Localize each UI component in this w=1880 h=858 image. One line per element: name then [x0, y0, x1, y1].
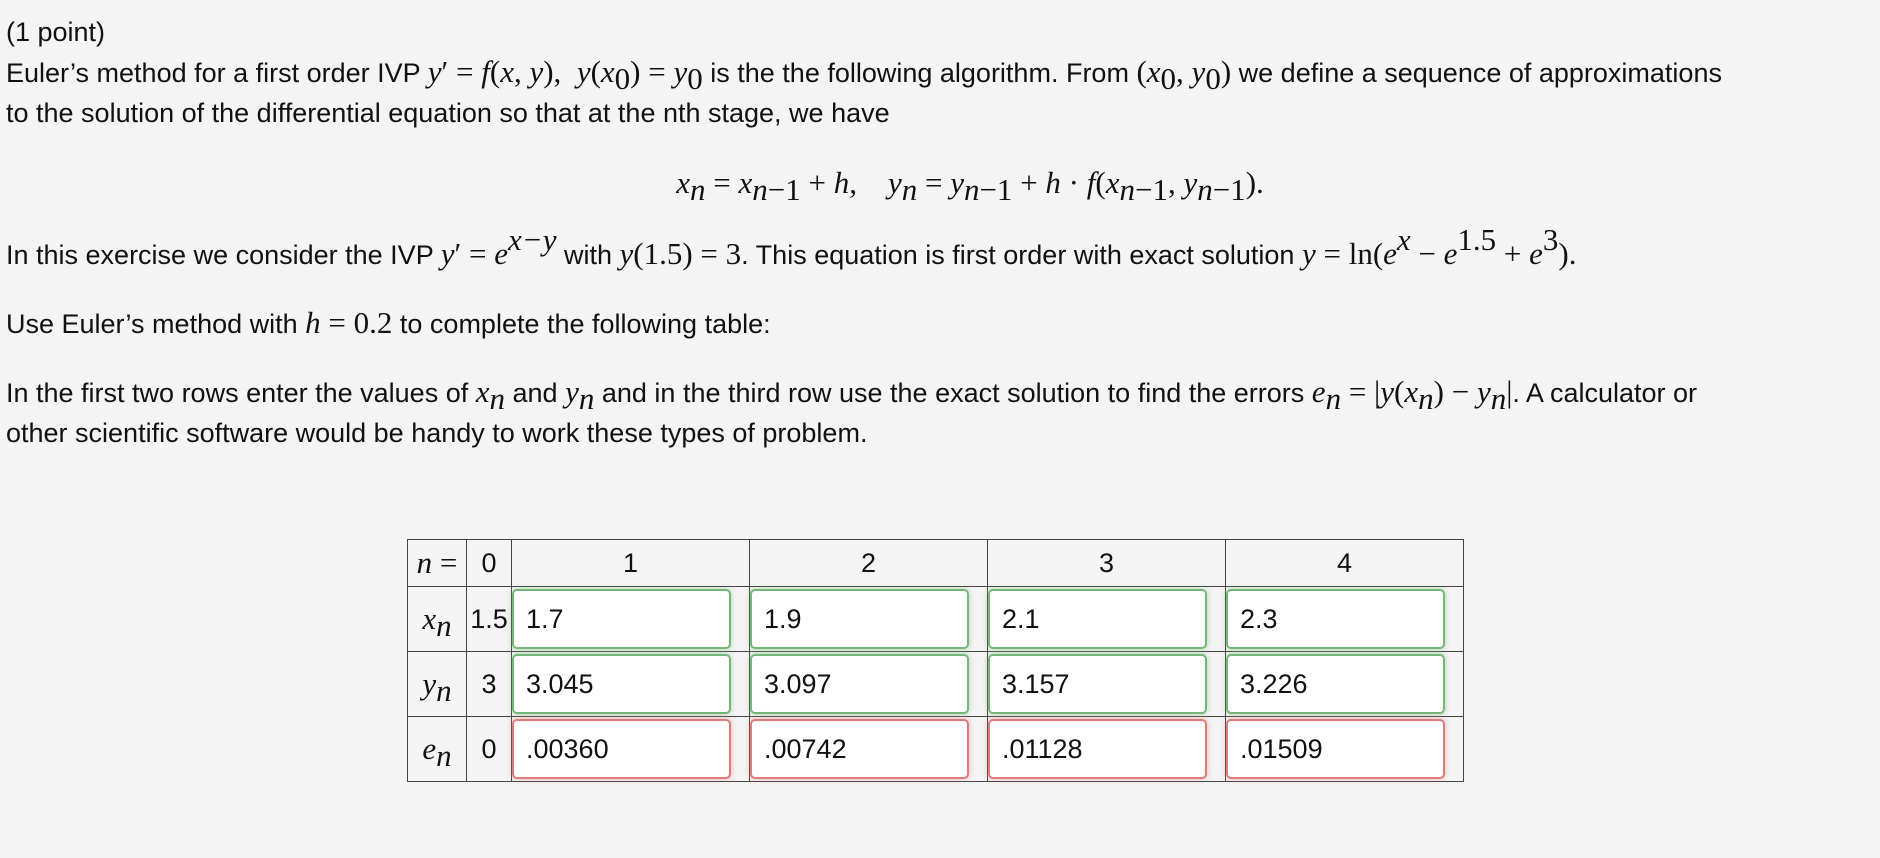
header-row: [408, 540, 1464, 587]
points-label: (1 point): [6, 17, 106, 47]
n-header-col: 3: [988, 540, 1226, 587]
x-row-label: $x_n$: [408, 587, 467, 652]
e-input-3[interactable]: [988, 719, 1207, 779]
x-initial: 1.5: [467, 587, 512, 652]
intro-line-1: Euler’s method for a first order IVP y′ = f(x, y), $y(x_0) = y_0$ is the the following algorithm. From ($x_0$, $y_0$) we define a sequence of approximations: [6, 54, 1722, 96]
rows-line-2: other scientific software would be handy to work these types of problem.: [6, 418, 868, 448]
e-initial: 0: [467, 717, 512, 782]
x-row: [408, 587, 1464, 652]
y-row: [408, 652, 1464, 717]
x-input-1[interactable]: [512, 589, 731, 649]
euler-table: [407, 539, 1464, 782]
y-input-2[interactable]: [750, 654, 969, 714]
y-input-4[interactable]: [1226, 654, 1445, 714]
rows-line-1: In the first two rows enter the values of $x_n$ and $y_n$ and in the third row use the exact solution to find the errors $e_n = |y(x_n) - y_n|$. A calculator or: [6, 374, 1698, 416]
x-input-4[interactable]: [1226, 589, 1445, 649]
y-initial: 3: [467, 652, 512, 717]
n-header-col: 2: [750, 540, 988, 587]
n-header-zero: 0: [467, 540, 512, 587]
intro-line-2: to the solution of the differential equation so that at the nth stage, we have: [6, 98, 890, 128]
e-row-label: $e_n$: [408, 717, 467, 782]
y-input-1[interactable]: [512, 654, 731, 714]
e-row: [408, 717, 1464, 782]
e-input-1[interactable]: [512, 719, 731, 779]
e-input-4[interactable]: [1226, 719, 1445, 779]
n-header-col: 1: [512, 540, 750, 587]
n-header-col: 4: [1226, 540, 1464, 587]
n-header-label: n =: [408, 540, 467, 587]
y-input-3[interactable]: [988, 654, 1207, 714]
x-input-2[interactable]: [750, 589, 969, 649]
euler-formula: $x_n = x_{n-1} + h$, $y_n = y_{n-1} + h \cdot f(x_{n-1}$, $y_{n-1}$).: [676, 165, 1264, 207]
e-input-2[interactable]: [750, 719, 969, 779]
use-line: Use Euler’s method with h = 0.2 to complete the following table:: [6, 305, 771, 340]
y-row-label: $y_n$: [408, 652, 467, 717]
x-input-3[interactable]: [988, 589, 1207, 649]
problem-body: [6, 12, 1874, 453]
ivp-line: In this exercise we consider the IVP $y' = e^{x-y}$ with y(1.5) = 3. This equation is first order with exact solution $y = \ln(e^x - e^{1.5} + e^3)$.: [6, 222, 1577, 271]
